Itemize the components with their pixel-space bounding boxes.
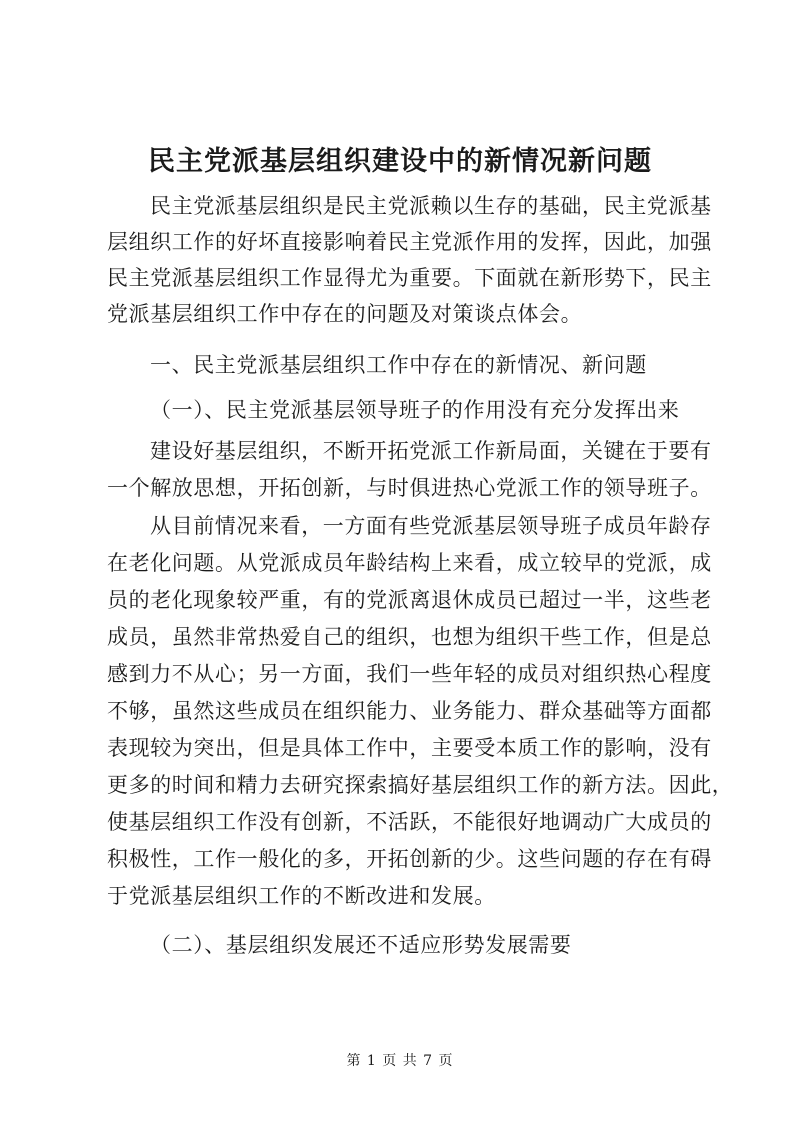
subsection-heading: （二）、基层组织发展还不适应形势发展需要: [150, 933, 572, 957]
section-heading: 一、民主党派基层组织工作中存在的新情况、新问题: [150, 353, 647, 377]
paragraph-line: 层组织工作的好坏直接影响着民主党派作用的发挥，因此，加强: [107, 230, 712, 254]
subsection-heading: （一）、民主党派基层领导班子的作用没有充分发挥出来: [150, 398, 680, 422]
paragraph-line: 建设好基层组织，不断开拓党派工作新局面，关键在于要有: [150, 439, 712, 463]
paragraph-line: 更多的时间和精力去研究探索搞好基层组织工作的新方法。因此，: [107, 773, 734, 797]
paragraph-line: 不够，虽然这些成员在组织能力、业务能力、群众基础等方面都: [107, 699, 712, 723]
paragraph-line: 民主党派基层组织是民主党派赖以生存的基础，民主党派基: [150, 194, 712, 218]
paragraph-line: 一个解放思想，开拓创新，与时俱进热心党派工作的领导班子。: [107, 476, 712, 500]
paragraph-line: 感到力不从心；另一方面，我们一些年轻的成员对组织热心程度: [107, 662, 712, 686]
paragraph-line: 积极性，工作一般化的多，开拓创新的少。这些问题的存在有碍: [107, 847, 712, 871]
paragraph-line: 从目前情况来看，一方面有些党派基层领导班子成员年龄存: [150, 514, 712, 538]
paragraph-line: 民主党派基层组织工作显得尤为重要。下面就在新形势下，民主: [107, 266, 712, 290]
paragraph-line: 于党派基层组织工作的不断改进和发展。: [107, 884, 496, 908]
paragraph-line: 在老化问题。从党派成员年龄结构上来看，成立较早的党派，成: [107, 551, 712, 575]
page-footer: 第 1 页 共 7 页: [346, 1053, 454, 1069]
paragraph-line: 表现较为突出，但是具体工作中，主要受本质工作的影响，没有: [107, 736, 712, 760]
paragraph-line: 党派基层组织工作中存在的问题及对策谈点体会。: [107, 302, 583, 326]
document-title: 民主党派基层组织建设中的新情况新问题: [148, 146, 652, 177]
paragraph-line: 成员，虽然非常热爱自己的组织，也想为组织干些工作，但是总: [107, 625, 712, 649]
paragraph-line: 员的老化现象较严重，有的党派离退休成员已超过一半，这些老: [107, 588, 712, 612]
paragraph-line: 使基层组织工作没有创新，不活跃，不能很好地调动广大成员的: [107, 810, 712, 834]
